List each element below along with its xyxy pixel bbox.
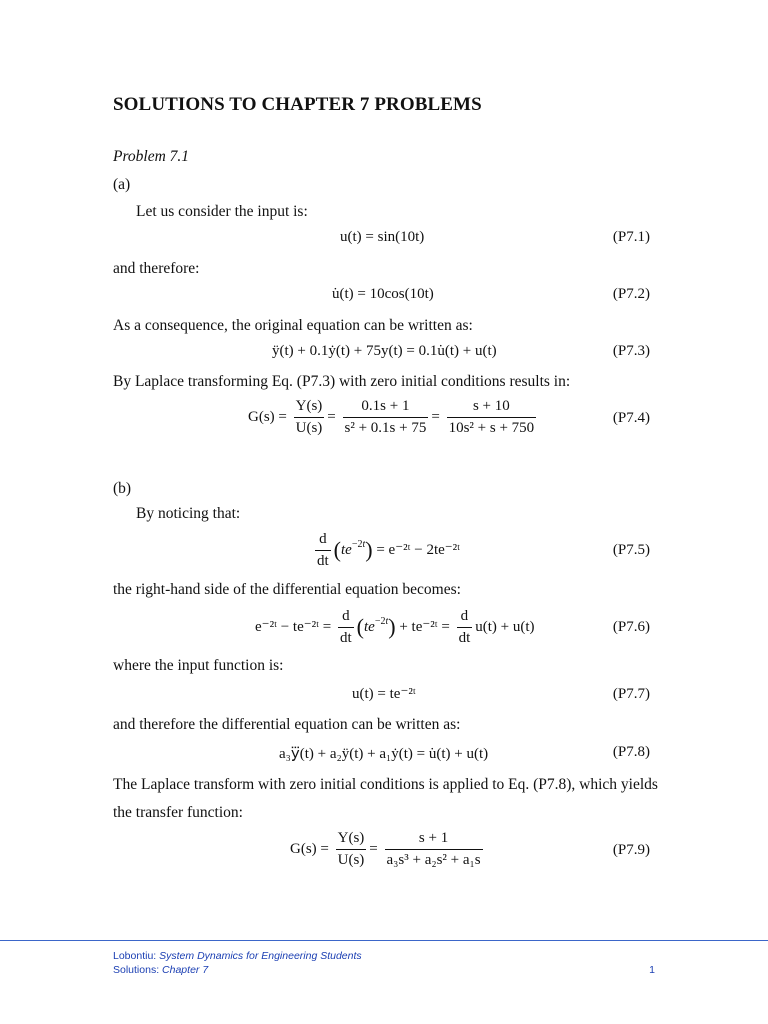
eq4-lhs: G(s) = <box>248 408 287 425</box>
eq4-fraction-3 <box>447 398 537 437</box>
eq4-f3-num: s + 10 <box>447 398 537 418</box>
paragraph-5: By noticing that: <box>136 505 241 522</box>
equation-p7-2: u̇(t) = 10cos(10t) <box>332 286 434 302</box>
eq6-d2-den: dt <box>458 630 471 646</box>
equation-number: (P7.4) <box>612 410 650 426</box>
paragraph-2: and therefore: <box>113 260 200 277</box>
paragraph-10: the transfer function: <box>113 804 243 821</box>
equation-p7-6: e⁻²ᵗ − te⁻²ᵗ = $\frac{d}{dt}$ $(te^{-2t})$ + te⁻²ᵗ = $\frac{d}{dt}$ u(t) + u(t) <box>255 608 535 646</box>
eq4-f3-den: 10s² + s + 750 <box>448 420 535 436</box>
eq9-f1-den: U(s) <box>337 852 365 868</box>
equation-number: (P7.6) <box>612 619 650 635</box>
footer-chapter-name: Chapter 7 <box>162 964 209 976</box>
footer-chapter <box>113 964 208 976</box>
paragraph-1: Let us consider the input is: <box>136 203 308 220</box>
eq4-fraction-2 <box>343 398 429 437</box>
footer-book-title: System Dynamics for Engineering Students <box>159 950 362 962</box>
paragraph-7: where the input function is: <box>113 657 284 674</box>
eq9-f1-num: Y(s) <box>336 830 367 850</box>
equation-p7-7: u(t) = te⁻²ᵗ <box>352 686 416 702</box>
eq4-f1-den: U(s) <box>295 420 323 436</box>
eq4-f2-den: s² + 0.1s + 75 <box>344 420 427 436</box>
equation-number: (P7.3) <box>612 343 650 359</box>
footer-rule <box>0 940 768 941</box>
eq6-derivative-1 <box>338 608 354 647</box>
equation-number: (P7.1) <box>612 229 650 245</box>
eq4-f1-num: Y(s) <box>294 398 325 418</box>
equation-number: (P7.2) <box>612 286 650 302</box>
footer-author: Lobontiu: <box>113 950 157 962</box>
paragraph-3: As a consequence, the original equation can be written as: <box>113 317 473 334</box>
paragraph-4: By Laplace transforming Eq. (P7.3) with zero initial conditions results in: <box>113 373 571 390</box>
eq6-d2-num: d <box>457 608 473 628</box>
eq9-f2-num: s + 1 <box>385 830 483 850</box>
equation-p7-1: u(t) = sin(10t) <box>340 229 425 245</box>
eq6-d1-den: dt <box>339 630 352 646</box>
equation-p7-9: G(s) = $\frac{Y(s)}{U(s)}$ = $\frac{s + 1}{\text{a₃s³ + a₂s² + a₁s}}$ <box>290 830 481 868</box>
eq6-derivative-2 <box>457 608 473 647</box>
eq5-d-den: dt <box>317 553 329 569</box>
page-title: SOLUTIONS TO CHAPTER 7 PROBLEMS <box>113 94 482 115</box>
eq6-d1-num: d <box>338 608 354 628</box>
equation-number: (P7.5) <box>612 542 650 558</box>
eq9-fraction-2 <box>385 830 483 869</box>
eq5-d-num: d <box>315 531 331 551</box>
part-a-label: (a) <box>113 176 131 193</box>
page-number: 1 <box>649 964 655 976</box>
problem-heading: Problem 7.1 <box>113 148 190 165</box>
eq9-lhs: G(s) = <box>290 840 329 857</box>
equation-number: (P7.9) <box>612 842 650 858</box>
eq5-rest: = e⁻²ᵗ − 2te⁻²ᵗ <box>376 541 461 558</box>
equation-p7-4: G(s) = $\frac{Y(s)}{U(s)}$ = $\frac{0.1s + 1}{\text{s² + 0.1s + 75}}$ = $\frac{s + 10}{\text{10s² + s + 750}}$ <box>248 398 535 436</box>
equation-p7-8: a₃y⃛(t) + a₂ÿ(t) + a₁ẏ(t) = u̇(t) + u(t) <box>279 746 489 762</box>
equation-number: (P7.8) <box>612 744 650 760</box>
equation-p7-5: $\frac{d}{dt}$ $(te^{-2t})$ = e⁻²ᵗ − 2te⁻²ᵗ <box>317 531 461 569</box>
eq4-fraction-1 <box>294 398 325 437</box>
paragraph-6: the right-hand side of the differential equation becomes: <box>113 581 461 598</box>
eq9-f2-den: a₃s³ + a₂s² + a₁s <box>386 852 481 868</box>
eq4-f2-num: 0.1s + 1 <box>343 398 429 418</box>
paragraph-8: and therefore the differential equation can be written as: <box>113 716 461 733</box>
part-b-label: (b) <box>113 480 132 497</box>
footer-solutions-label: Solutions: <box>113 964 160 976</box>
paragraph-9: The Laplace transform with zero initial conditions is applied to Eq. (P7.8), which yields <box>113 776 658 793</box>
eq6-lhs: e⁻²ᵗ − te⁻²ᵗ = <box>255 618 332 635</box>
eq6-mid: + te⁻²ᵗ = <box>399 618 450 635</box>
footer-citation <box>113 950 362 962</box>
equation-p7-3: ÿ(t) + 0.1ẏ(t) + 75y(t) = 0.1u̇(t) + u(t) <box>272 343 497 359</box>
eq9-fraction-1 <box>336 830 367 869</box>
eq5-derivative <box>315 531 331 570</box>
eq6-rhs: u(t) + u(t) <box>475 618 535 635</box>
equation-number: (P7.7) <box>612 686 650 702</box>
